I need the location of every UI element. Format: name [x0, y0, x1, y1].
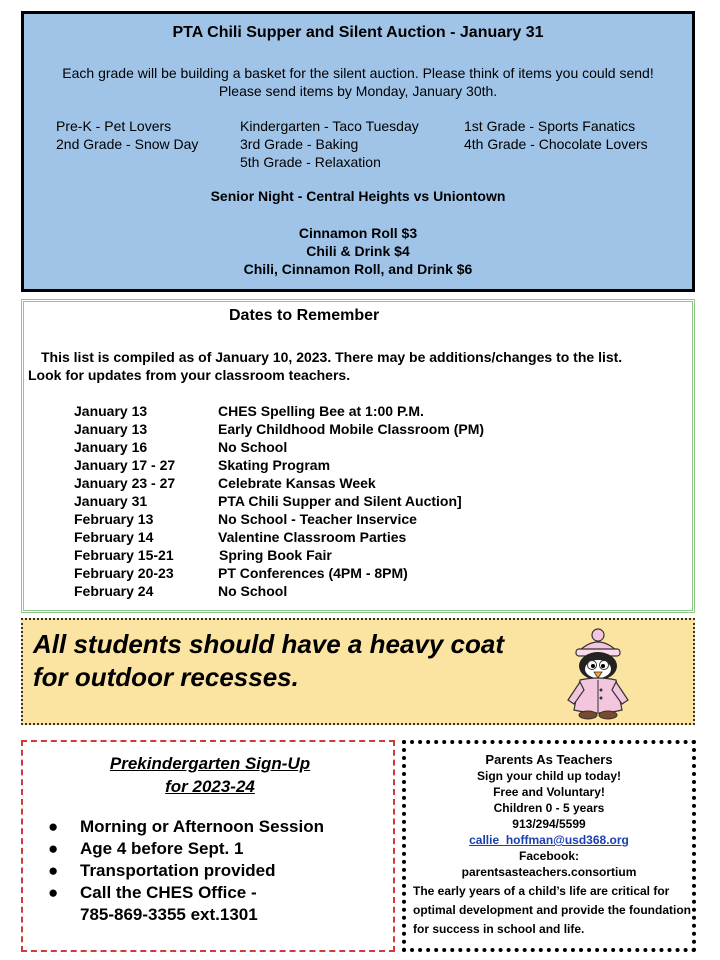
- list-item-continuation: [48, 904, 324, 926]
- bullet: ●: [48, 861, 59, 880]
- grade-themes-column-3: [464, 117, 648, 153]
- pat-facebook-name: parentsasteachers.consortium: [461, 865, 637, 879]
- grade-theme: 2nd Grade - Snow Day: [56, 136, 199, 152]
- event: Spring Book Fair: [219, 547, 332, 563]
- pat-email-link[interactable]: callie_hoffman@usd368.org: [469, 833, 629, 847]
- list-item: [48, 838, 324, 860]
- bullet: ●: [48, 839, 59, 858]
- event: Early Childhood Mobile Classroom (PM): [218, 421, 485, 437]
- pta-intro-line-1: Each grade will be building a basket for the silent auction. Please think of items you could send!: [62, 65, 654, 81]
- date: February 24: [74, 583, 154, 599]
- coat-message: [33, 628, 504, 694]
- prekindergarten-signup-box: [21, 740, 395, 952]
- event: PTA Chili Supper and Silent Auction]: [218, 493, 462, 509]
- list-item-text: Morning or Afternoon Session: [80, 817, 324, 836]
- date: January 16: [74, 439, 148, 455]
- list-item: [48, 860, 324, 882]
- event: Valentine Classroom Parties: [218, 529, 407, 545]
- date: February 13: [74, 511, 154, 527]
- coat-message-line-1: All students should have a heavy coat: [33, 629, 505, 659]
- grade-theme: Pre-K - Pet Lovers: [56, 118, 172, 134]
- pta-intro: [24, 64, 692, 100]
- prek-heading-line-2: for 2023-24: [165, 777, 255, 796]
- dates-to-remember-box: [21, 299, 695, 613]
- heavy-coat-banner: [21, 618, 695, 725]
- price-list: [24, 224, 692, 278]
- dates-intro: [28, 348, 688, 384]
- bullet: ●: [48, 883, 59, 902]
- pta-title: PTA Chili Supper and Silent Auction - January 31: [172, 24, 544, 41]
- list-item-text: Transportation provided: [80, 861, 276, 880]
- price-item: Chili, Cinnamon Roll, and Drink $6: [243, 261, 473, 277]
- pat-line: Free and Voluntary!: [493, 785, 605, 799]
- pat-line: Sign your child up today!: [477, 769, 621, 783]
- list-item-text: 785-869-3355 ext.1301: [80, 905, 258, 924]
- dates-intro-line-1: This list is compiled as of January 10, 2023. There may be additions/changes to the list.: [41, 349, 623, 365]
- event: Skating Program: [218, 457, 331, 473]
- pat-line: Children 0 - 5 years: [493, 801, 605, 815]
- date: January 13: [74, 421, 148, 437]
- date: February 14: [74, 529, 154, 545]
- grade-theme: 4th Grade - Chocolate Lovers: [464, 136, 648, 152]
- penguin-in-pink-coat-icon: [558, 628, 638, 720]
- date: January 23 - 27: [74, 475, 176, 491]
- pta-chili-supper-box: [21, 11, 695, 292]
- list-item-text: Call the CHES Office -: [80, 883, 257, 902]
- grade-theme: 5th Grade - Relaxation: [240, 154, 381, 170]
- date: January 31: [74, 493, 148, 509]
- prek-heading-line-1: Prekindergarten Sign-Up: [109, 754, 311, 773]
- price-item: Cinnamon Roll $3: [298, 225, 418, 241]
- pat-info: [406, 752, 692, 880]
- date: January 17 - 27: [74, 457, 176, 473]
- senior-night: Senior Night - Central Heights vs Uniontown: [210, 188, 506, 204]
- grade-themes-column-2: [240, 117, 419, 171]
- pat-blurb: The early years of a child’s life are critical for optimal development and provide the foundation for success in school and life.: [413, 884, 692, 936]
- pat-title: Parents As Teachers: [485, 752, 613, 767]
- list-item-text: Age 4 before Sept. 1: [80, 839, 244, 858]
- parents-as-teachers-box: [402, 740, 696, 952]
- pat-phone: 913/294/5599: [512, 817, 586, 831]
- pta-intro-line-2: Please send items by Monday, January 30th.: [218, 83, 498, 99]
- event: Celebrate Kansas Week: [218, 475, 376, 491]
- date: February 20-23: [74, 565, 174, 581]
- grade-theme: 1st Grade - Sports Fanatics: [464, 118, 636, 134]
- coat-message-line-2: for outdoor recesses.: [33, 662, 299, 692]
- dates-intro-line-2: Look for updates from your classroom teachers.: [28, 367, 351, 383]
- date: February 15-21: [74, 547, 174, 563]
- event: No School: [218, 439, 288, 455]
- event: No School: [218, 583, 288, 599]
- list-item: [48, 816, 324, 838]
- grade-theme: 3rd Grade - Baking: [240, 136, 359, 152]
- dates-title: Dates to Remember: [229, 307, 380, 324]
- list-item: [48, 882, 324, 904]
- pat-facebook-label: Facebook:: [518, 849, 579, 863]
- bullet: ●: [48, 817, 59, 836]
- event: PT Conferences (4PM - 8PM): [218, 565, 408, 581]
- grade-themes-column-1: [56, 117, 198, 153]
- price-item: Chili & Drink $4: [306, 243, 410, 259]
- date: January 13: [74, 403, 148, 419]
- prek-info-list: [48, 816, 324, 926]
- event: CHES Spelling Bee at 1:00 P.M.: [218, 403, 424, 419]
- grade-theme: Kindergarten - Taco Tuesday: [240, 118, 419, 134]
- event: No School - Teacher Inservice: [218, 511, 417, 527]
